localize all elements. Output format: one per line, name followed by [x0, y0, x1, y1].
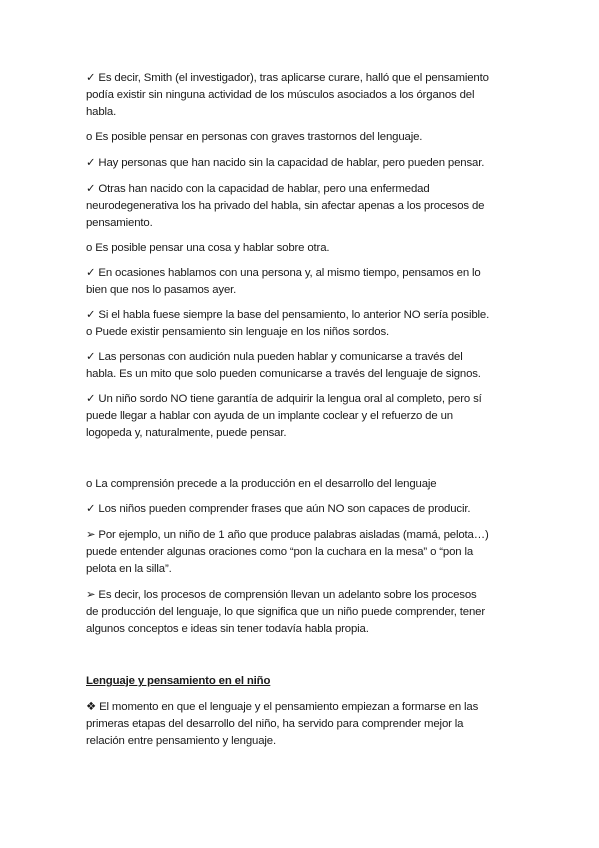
text-line: ✓ Es decir, Smith (el investigador), tras aplicarse curare, halló que el pensamiento	[86, 72, 489, 84]
text-line: habla.	[86, 106, 117, 118]
text-line: ✓ Si el habla fuese siempre la base del pensamiento, lo anterior NO sería posible.	[86, 309, 490, 321]
text-line: podía existir sin ninguna actividad de los músculos asociados a los órganos del	[86, 89, 475, 101]
text-line: de producción del lenguaje, lo que significa que un niño puede comprender, tener	[86, 606, 485, 618]
paragraph-hearing-loss	[86, 349, 516, 383]
text-line: o Es posible pensar una cosa y hablar sobre otra.	[86, 242, 330, 254]
text-line: habla. Es un mito que solo pueden comunicarse a través del lenguaje de signos.	[86, 368, 481, 380]
text-line: logopeda y, naturalmente, puede pensar.	[86, 427, 287, 439]
paragraph-language-disorders	[86, 129, 516, 146]
text-line: bien que nos lo pasamos ayer.	[86, 284, 237, 296]
paragraph-deaf-children	[86, 307, 516, 341]
text-line: ➢ Por ejemplo, un niño de 1 año que produce palabras aisladas (mamá, pelota…)	[86, 529, 489, 541]
paragraph-born-without-speech	[86, 155, 516, 172]
text-line: pensamiento.	[86, 217, 153, 229]
paragraph-neurodegenerative	[86, 181, 516, 232]
section-heading	[86, 673, 516, 690]
paragraph-example	[86, 527, 516, 578]
text-line: o Es posible pensar en personas con graves trastornos del lenguaje.	[86, 131, 423, 143]
paragraph-comprehension-ahead	[86, 587, 516, 638]
text-line: pelota en la silla”.	[86, 563, 172, 575]
paragraph-cochlear-implant	[86, 391, 516, 442]
paragraph-comprehension-precedes	[86, 476, 516, 493]
paragraph-children-understand	[86, 501, 516, 518]
text-line: puede llegar a hablar con ayuda de un implante coclear y el refuerzo de un	[86, 410, 453, 422]
text-line: relación entre pensamiento y lenguaje.	[86, 735, 276, 747]
text-line: ✓ En ocasiones hablamos con una persona y, al mismo tiempo, pensamos en lo	[86, 267, 481, 279]
text-line: algunos conceptos e ideas sin tener todavía habla propia.	[86, 623, 369, 635]
text-line: o La comprensión precede a la producción en el desarrollo del lenguaje	[86, 478, 437, 490]
text-line: o Puede existir pensamiento sin lenguaje en los niños sordos.	[86, 326, 390, 338]
text-line: ❖ El momento en que el lenguaje y el pensamiento empiezan a formarse en las	[86, 701, 479, 713]
text-line: ➢ Es decir, los procesos de comprensión llevan un adelanto sobre los procesos	[86, 589, 477, 601]
text-line: ✓ Hay personas que han nacido sin la capacidad de hablar, pero pueden pensar.	[86, 157, 485, 169]
paragraph-talking-while-thinking	[86, 265, 516, 299]
text-line: neurodegenerativa los ha privado del habla, sin afectar apenas a los procesos de	[86, 200, 485, 212]
text-line: primeras etapas del desarrollo del niño, ha servido para comprender mejor la	[86, 718, 464, 730]
paragraph-curare-experiment	[86, 70, 516, 121]
heading-text: Lenguaje y pensamiento en el niño	[86, 675, 271, 687]
text-line: ✓ Las personas con audición nula pueden hablar y comunicarse a través del	[86, 351, 463, 363]
text-line: ✓ Otras han nacido con la capacidad de hablar, pero una enfermedad	[86, 183, 430, 195]
paragraph-early-development	[86, 699, 516, 750]
paragraph-think-one-thing	[86, 240, 516, 257]
text-line: ✓ Los niños pueden comprender frases que aún NO son capaces de producir.	[86, 503, 471, 515]
text-line: puede entender algunas oraciones como “pon la cuchara en la mesa” o “pon la	[86, 546, 474, 558]
text-line: ✓ Un niño sordo NO tiene garantía de adquirir la lengua oral al completo, pero sí	[86, 393, 482, 405]
